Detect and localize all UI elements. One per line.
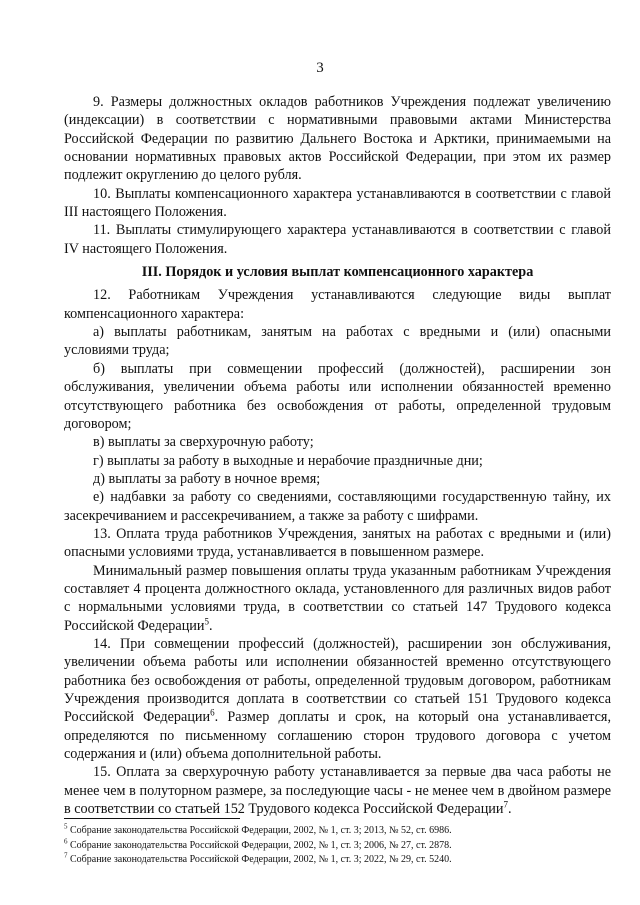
paragraph-13-minimum — [64, 562, 611, 635]
paragraph-14 — [64, 635, 611, 763]
section-heading: III. Порядок и условия выплат компенсационного характера — [141, 264, 534, 281]
footnote-text: Собрание законодательства Российской Федерации, 2002, № 1, ст. 3; 2013, № 52, ст. 6986. — [70, 825, 452, 836]
footnote-text: Собрание законодательства Российской Федерации, 2002, № 1, ст. 3; 2006, № 27, ст. 2878. — [70, 839, 452, 851]
paragraph-12-item-a: а) выплаты работникам, занятым на работах с вредными и (или) опасными условиями труда; — [64, 324, 611, 359]
paragraph-11: 11. Выплаты стимулирующего характера устанавливаются в соответствии с главой IV настоящего Положения. — [64, 222, 611, 257]
footnote-number: 7 — [64, 851, 68, 860]
footnote-ref-6[interactable]: 6 — [210, 707, 215, 718]
paragraph-15-text: 15. Оплата за сверхурочную работу устанавливается за первые два часа работы не менее чем в полуторном размере, за последующие часы - не менее чем в двойном размере в соответствии со статьей 152 Трудового кодекса Российской Федерации — [64, 764, 611, 818]
footnote-number: 6 — [64, 837, 68, 846]
footnote-7 — [64, 853, 611, 868]
footnotes — [64, 824, 611, 868]
document-body — [64, 93, 611, 818]
footnote-text: Собрание законодательства Российской Федерации, 2002, № 1, ст. 3; 2022, № 29, ст. 5240. — [70, 854, 452, 865]
paragraph-14-text-b: . Размер доплаты и срок, на который она устанавливается, определяются по письменному соглашению сторон трудового договора с учетом содержания и (или) объема дополнительной работы. — [64, 709, 611, 763]
footnote-number: 5 — [64, 822, 68, 831]
footnote-ref-5[interactable]: 5 — [204, 615, 209, 626]
paragraph-10: 10. Выплаты компенсационного характера устанавливаются в соответствии с главой III настоящего Положения. — [64, 185, 611, 221]
paragraph-12-item-e: е) надбавки за работу со сведениями, составляющими государственную тайну, их засекречиванием и рассекречиванием, а также за работу с шифрами. — [64, 489, 611, 524]
paragraph-13-minimum-text: Минимальный размер повышения оплаты труда указанным работникам Учреждения составляет 4 процента должностного оклада, установленного для различных видов работ с нормальными условиями труда, в соответствии со статьей 147 Трудового кодекса Российской Федерации — [64, 562, 611, 634]
paragraph-13: 13. Оплата труда работников Учреждения, занятых на работах с вредными и (или) опасными условиями труда, устанавливается в повышенном размере. — [64, 525, 611, 561]
footnote-5 — [64, 824, 611, 839]
paragraph-15-end: . — [507, 801, 512, 818]
paragraph-12-item-b: б) выплаты при совмещении профессий (должностей), расширении зон обслуживания, увеличении объема работы или исполнении обязанностей временно отсутствующего работника без освобождения от работы, определенной трудовым договором; — [64, 360, 611, 432]
footnote-6 — [64, 839, 611, 854]
paragraph-14-text-a: 14. При совмещении профессий (должностей), расширении зон обслуживания, увеличении объема работы или исполнении обязанностей временно отсутствующего работника без освобождения от работы, определенной трудовым договором, работникам Учреждения производится доплата в соответствии со статьей 151 Трудового кодекса Российской Федерации — [64, 635, 611, 726]
paragraph-15 — [64, 763, 611, 818]
paragraph-12-intro: 12. Работникам Учреждения устанавливаются следующие виды выплат компенсационного характера: — [64, 287, 611, 322]
paragraph-13-minimum-end: . — [208, 617, 213, 634]
paragraph-9: 9. Размеры должностных окладов работников Учреждения подлежат увеличению (индексации) в соответствии с нормативными правовыми актами Министерства Российской Федерации по развитию Дальнего Востока и Арктики, принимаемыми на основании нормативных правовых актов Российской Федерации, при этом их размер подлежит округлению до целого рубля. — [64, 94, 611, 184]
page-number: 3 — [316, 60, 324, 76]
paragraph-12-item-d: д) выплаты за работу в ночное время; — [93, 470, 321, 487]
footnote-divider — [64, 818, 240, 819]
paragraph-12-item-g: г) выплаты за работу в выходные и нерабочие праздничные дни; — [93, 452, 483, 469]
paragraph-12-item-v: в) выплаты за сверхурочную работу; — [93, 434, 314, 451]
footnote-ref-7[interactable]: 7 — [503, 799, 508, 810]
